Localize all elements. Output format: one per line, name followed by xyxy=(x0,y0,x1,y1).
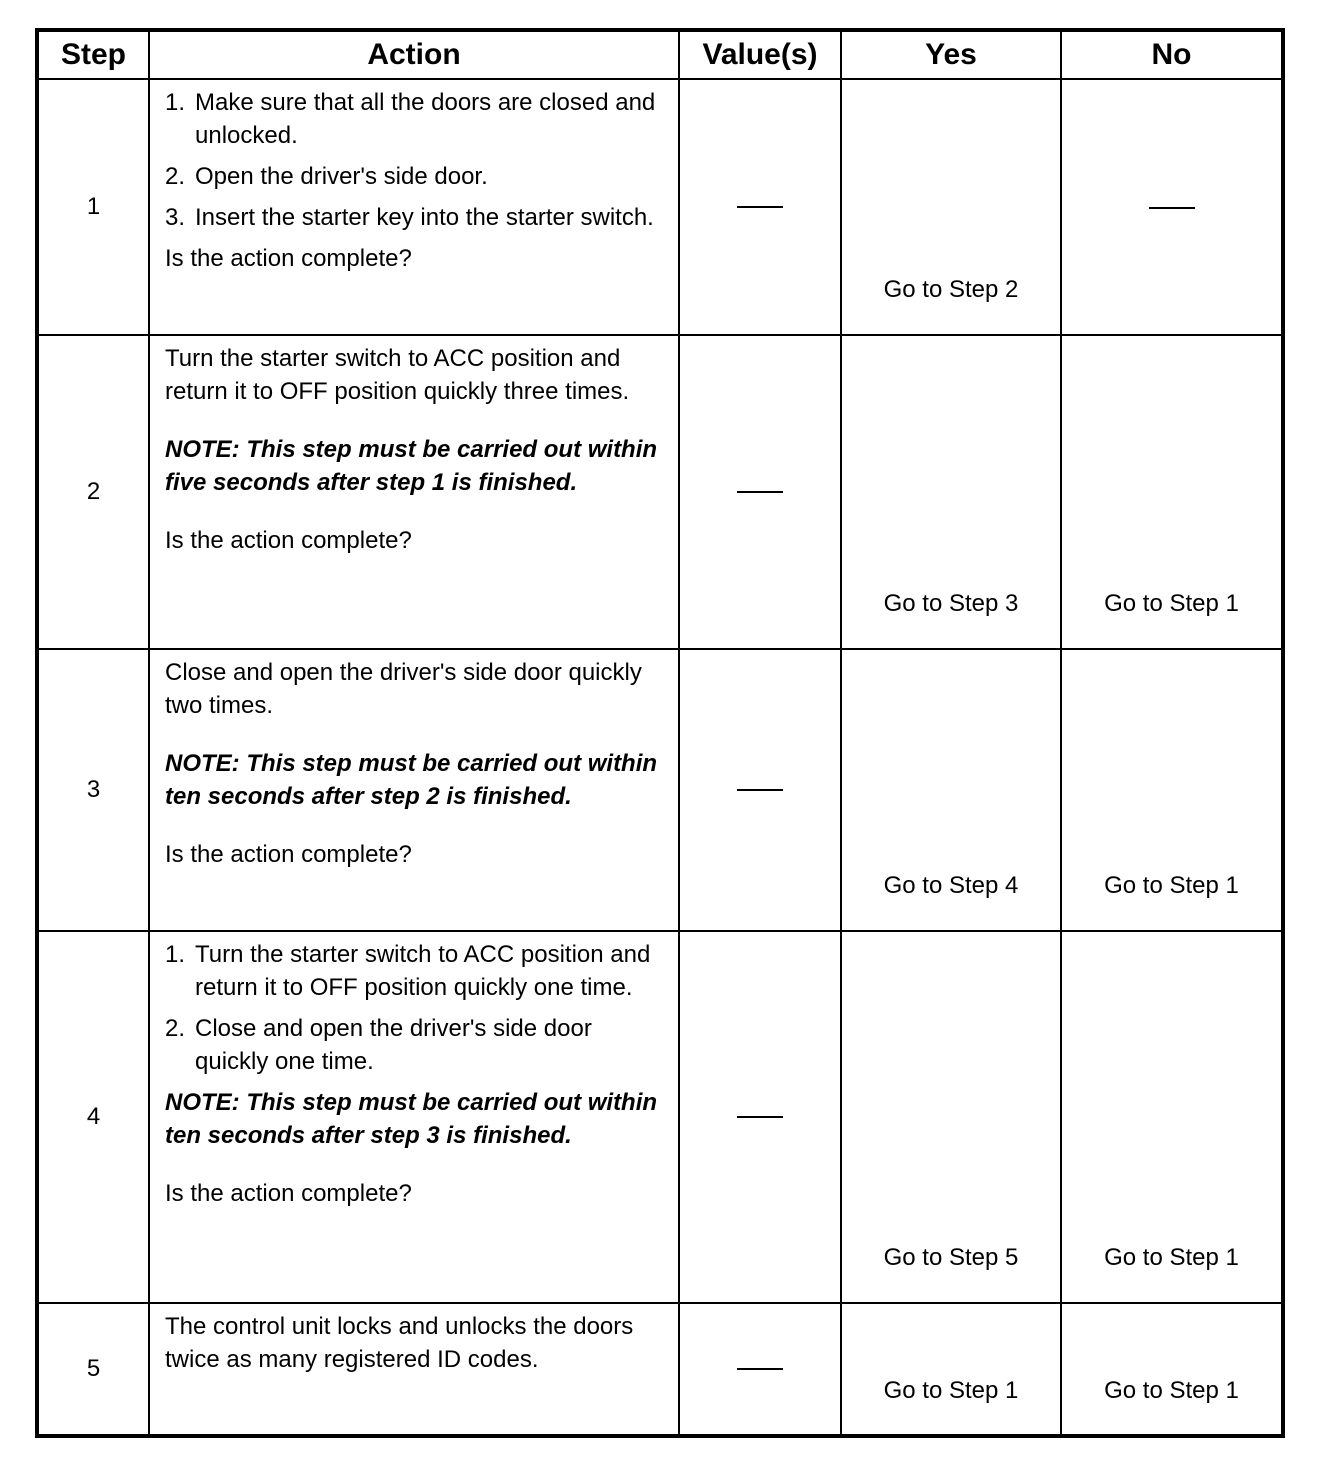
no-result xyxy=(1061,79,1283,335)
empty-value-dash xyxy=(737,1368,783,1370)
item-text: Make sure that all the doors are closed and unlocked. xyxy=(195,89,656,149)
list-item xyxy=(165,201,666,234)
value-cell xyxy=(679,931,841,1303)
action-cell xyxy=(149,335,679,649)
item-number: 1. xyxy=(165,89,186,116)
yes-result: Go to Step 5 xyxy=(841,931,1061,1303)
action-question: Is the action complete? xyxy=(165,527,412,554)
step-number: 4 xyxy=(37,931,149,1303)
no-result: Go to Step 1 xyxy=(1061,335,1283,649)
item-text: Insert the starter key into the starter switch. xyxy=(195,204,654,231)
action-note: NOTE: This step must be carried out within five seconds after step 1 is finished. xyxy=(165,436,658,496)
action-cell xyxy=(149,79,679,335)
table-row-step-5 xyxy=(37,1303,1283,1436)
item-number: 3. xyxy=(165,204,186,231)
action-question: Is the action complete? xyxy=(165,245,412,272)
procedure-table xyxy=(35,28,1285,1438)
list-item xyxy=(165,938,666,1004)
table-row-step-3 xyxy=(37,649,1283,931)
yes-result: Go to Step 1 xyxy=(841,1303,1061,1436)
value-cell xyxy=(679,335,841,649)
no-result: Go to Step 1 xyxy=(1061,649,1283,931)
action-cell xyxy=(149,649,679,931)
action-list xyxy=(165,938,666,1078)
action-cell xyxy=(149,931,679,1303)
list-item xyxy=(165,86,666,152)
item-number: 1. xyxy=(165,941,186,968)
action-list xyxy=(165,86,666,234)
action-text: Turn the starter switch to ACC position and return it to OFF position quickly three times. xyxy=(165,345,630,405)
action-cell xyxy=(149,1303,679,1436)
list-item xyxy=(165,1012,666,1078)
yes-result: Go to Step 4 xyxy=(841,649,1061,931)
step-number: 5 xyxy=(37,1303,149,1436)
value-cell xyxy=(679,79,841,335)
action-note: NOTE: This step must be carried out within ten seconds after step 2 is finished. xyxy=(165,750,658,810)
table-row-step-2 xyxy=(37,335,1283,649)
action-note: NOTE: This step must be carried out within ten seconds after step 3 is finished. xyxy=(165,1089,658,1149)
header-row xyxy=(37,30,1283,79)
action-question: Is the action complete? xyxy=(165,841,412,868)
yes-result: Go to Step 3 xyxy=(841,335,1061,649)
header-action: Action xyxy=(149,30,679,79)
value-cell xyxy=(679,1303,841,1436)
action-text: Close and open the driver's side door quickly two times. xyxy=(165,659,642,719)
empty-value-dash xyxy=(737,491,783,493)
item-text: Open the driver's side door. xyxy=(195,163,488,190)
action-question: Is the action complete? xyxy=(165,1180,412,1207)
step-number: 3 xyxy=(37,649,149,931)
empty-value-dash xyxy=(737,206,783,208)
yes-result: Go to Step 2 xyxy=(841,79,1061,335)
value-cell xyxy=(679,649,841,931)
list-item xyxy=(165,160,666,193)
no-result: Go to Step 1 xyxy=(1061,1303,1283,1436)
header-yes: Yes xyxy=(841,30,1061,79)
item-text: Close and open the driver's side door quickly one time. xyxy=(195,1015,592,1075)
header-no: No xyxy=(1061,30,1283,79)
item-number: 2. xyxy=(165,163,186,190)
table-row-step-4 xyxy=(37,931,1283,1303)
item-text: Turn the starter switch to ACC position and return it to OFF position quickly one time. xyxy=(195,941,651,1001)
action-text: The control unit locks and unlocks the doors twice as many registered ID codes. xyxy=(165,1313,634,1373)
empty-value-dash xyxy=(1149,207,1195,209)
header-values: Value(s) xyxy=(679,30,841,79)
step-number: 1 xyxy=(37,79,149,335)
header-step: Step xyxy=(37,30,149,79)
empty-value-dash xyxy=(737,1116,783,1118)
step-number: 2 xyxy=(37,335,149,649)
no-result: Go to Step 1 xyxy=(1061,931,1283,1303)
item-number: 2. xyxy=(165,1015,186,1042)
empty-value-dash xyxy=(737,789,783,791)
table-row-step-1 xyxy=(37,79,1283,335)
